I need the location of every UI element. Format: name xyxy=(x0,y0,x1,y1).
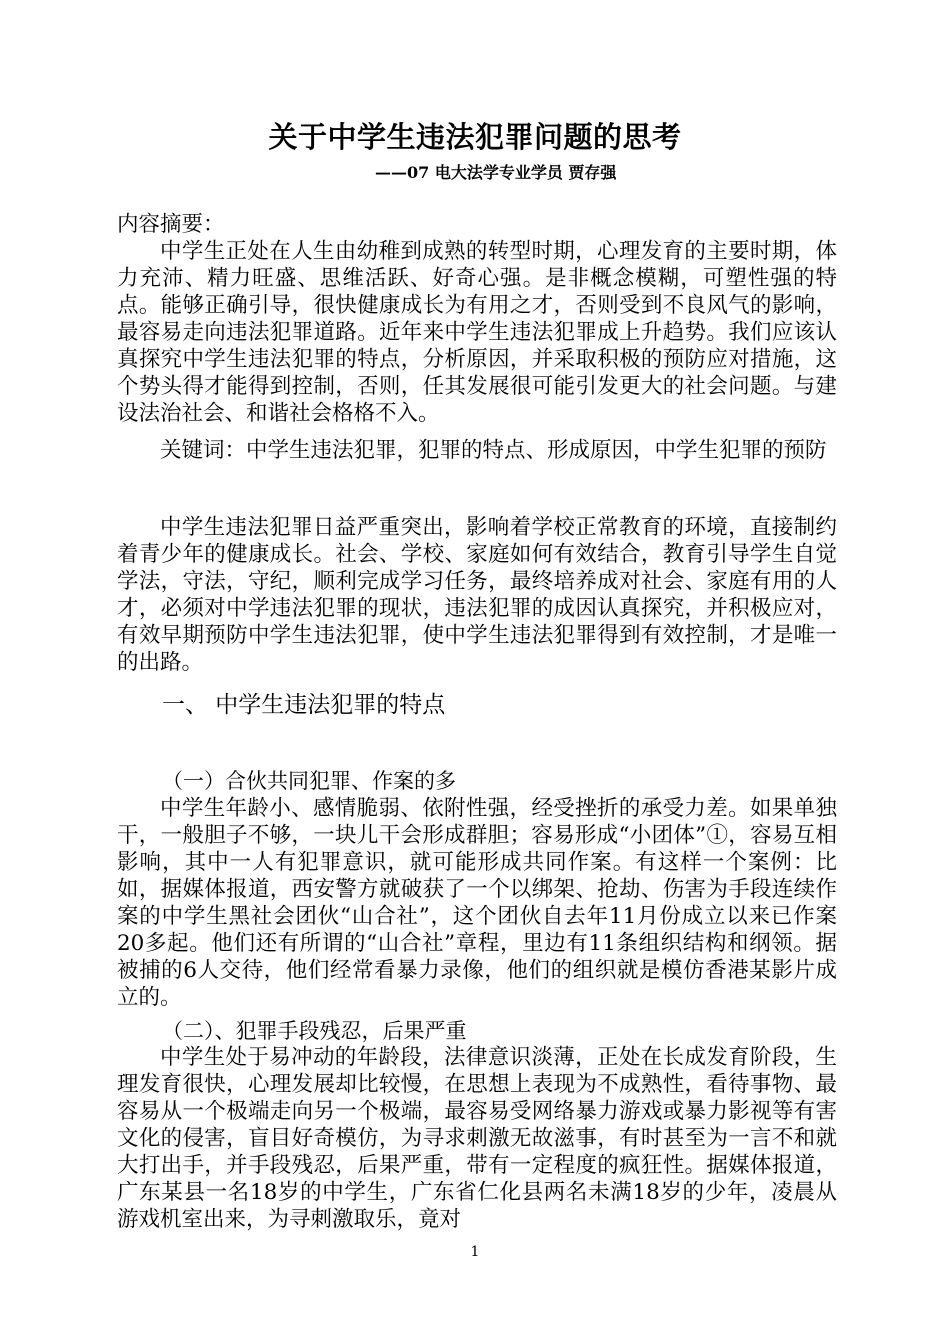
keywords-text: 关键词：中学生违法犯罪，犯罪的特点、形成原因，中学生犯罪的预防 xyxy=(160,438,827,463)
section-heading-characteristics: 一、 中学生违法犯罪的特点 xyxy=(162,692,446,718)
subsection-heading-cruel-means: （二）、犯罪手段残忍，后果严重 xyxy=(162,1019,467,1043)
subsection-heading-joint-crime: （一）合伙共同犯罪、作案的多 xyxy=(162,769,456,793)
document-title: 关于中学生违法犯罪问题的思考 xyxy=(268,120,682,154)
page-number: 1 xyxy=(470,1244,480,1260)
abstract-text: 中学生正处在人生由幼稚到成熟的转型时期，心理发育的主要时期，体力充沛、精力旺盛、思维活跃、好奇心强。是非概念模糊，可塑性强的特点。能够正确引导，很快健康成长为有用之才，否则受到不良风气的影响，最容易走向违法犯罪道路。近年来中学生违法犯罪成上升趋势。我们应该认真探究中学生违法犯罪的特点，分析原因，并采取积极的预防应对措施，这个势头得才能得到控制，否则，任其发展很可能引发更大的社会问题。与建设法治社会、和谐社会格格不入。 xyxy=(117,239,837,426)
intro-paragraph: 中学生违法犯罪日益严重突出，影响着学校正常教育的环境，直接制约着青少年的健康成长。社会、学校、家庭如何有效结合，教育引导学生自觉学法，守法，守纪，顺利完成学习任务，最终培养成对社会、家庭有用的人才，必须对中学违法犯罪的现状，违法犯罪的成因认真探究，并积极应对，有效早期预防中学生违法犯罪，使中学生违法犯罪得到有效控制，才是唯一的出路。 xyxy=(117,515,837,675)
author-byline: ——07 电大法学专业学员 贾存强 xyxy=(375,163,617,182)
abstract-label: 内容摘要： xyxy=(117,212,225,237)
joint-crime-paragraph: 中学生年龄小、感情脆弱、依附性强，经受挫折的承受力差。如果单独干，一般胆子不够，一块儿干会形成群胆；容易形成“小团体”①，容易互相影响，其中一人有犯罪意识，就可能形成共同作案。有这样一个案例：比如，据媒体报道，西安警方就破获了一个以绑架、抢劫、伤害为手段连续作案的中学生黑社会团伙“山合社”，这个团伙自去年11月份成立以来已作案20多起。他们还有所谓的“山合社”章程，里边有11条组织结构和纲领。据被捕的6人交待，他们经常看暴力录像，他们的组织就是模仿香港某影片成立的。 xyxy=(117,796,837,1010)
cruel-means-paragraph: 中学生处于易冲动的年龄段，法律意识淡薄，正处在长成发育阶段，生理发育很快，心理发展却比较慢，在思想上表现为不成熟性，看待事物、最容易从一个极端走向另一个极端，最容易受网络暴力游戏或暴力影视等有害文化的侵害，盲目好奇模仿，为寻求刺激无故滋事，有时甚至为一言不和就大打出手，并手段残忍，后果严重，带有一定程度的疯狂性。据媒体报道，广东某县一名18岁的中学生，广东省仁化县两名未满18岁的少年，凌晨从游戏机室出来，为寻刺激取乐，竟对 xyxy=(117,1045,837,1232)
